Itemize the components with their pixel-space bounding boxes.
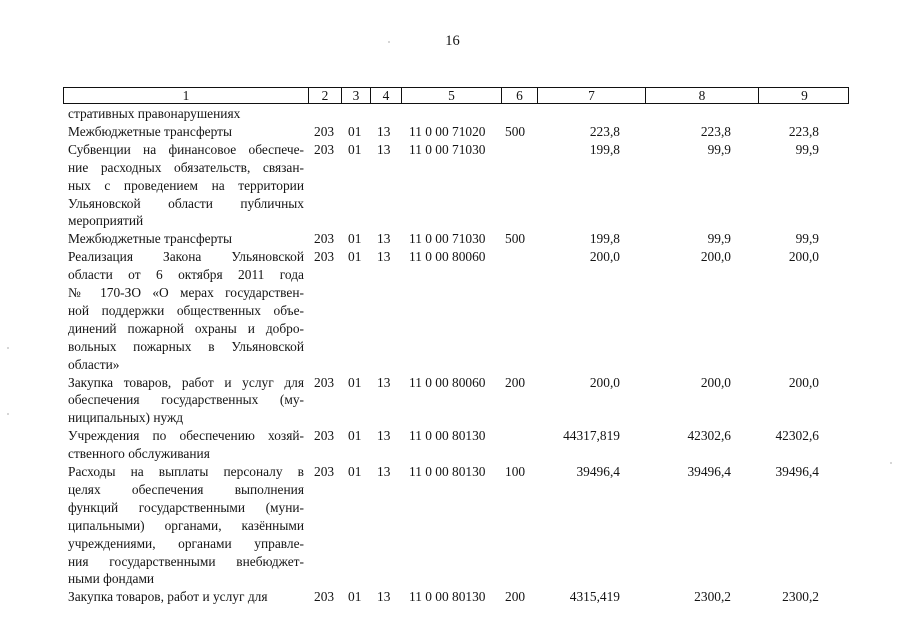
cell-col-4: 13 — [377, 428, 391, 444]
cell-col-8: 99,9 — [707, 141, 731, 157]
header-col-8: 8 — [645, 88, 758, 103]
description-line: области от 6 октября 2011 года — [68, 267, 304, 283]
scan-speck — [388, 41, 390, 43]
cell-col-4: 13 — [377, 231, 391, 247]
cell-col-9: 200,0 — [788, 374, 819, 390]
cell-col-9: 99,9 — [795, 231, 819, 247]
description-line: Закупка товаров, работ и услуг для — [68, 374, 304, 390]
header-col-2: 2 — [308, 88, 341, 103]
cell-col-2: 203 — [314, 249, 335, 265]
row-description — [68, 230, 304, 248]
cell-col-5: 11 0 00 71020 — [409, 123, 486, 139]
description-line: Учреждения по обеспечению хозяй- — [68, 428, 304, 444]
description-line: Межбюджетные трансферты — [68, 231, 232, 247]
cell-col-4: 13 — [377, 141, 391, 157]
cell-col-5: 11 0 00 71030 — [409, 231, 486, 247]
cell-col-5: 11 0 00 80060 — [409, 374, 486, 390]
header-col-7: 7 — [537, 88, 645, 103]
cell-col-3: 01 — [348, 428, 362, 444]
cell-col-2: 203 — [314, 464, 335, 479]
cell-col-2: 203 — [314, 589, 335, 605]
header-col-1: 1 — [182, 88, 190, 103]
header-col-3: 3 — [341, 88, 370, 103]
cell-col-7: 4315,419 — [569, 589, 620, 605]
row-description — [68, 427, 304, 463]
description-line: обеспечения государственных (му- — [68, 392, 304, 408]
description-line: функций государственными (муни- — [68, 499, 304, 515]
cell-col-7: 223,8 — [589, 123, 620, 139]
cell-col-2: 203 — [314, 141, 335, 157]
header-col-9: 9 — [758, 88, 850, 103]
cell-col-3: 01 — [348, 231, 362, 247]
cell-col-7: 199,8 — [589, 141, 620, 157]
cell-col-7: 199,8 — [589, 231, 620, 247]
scan-speck — [7, 347, 9, 349]
cell-col-8: 200,0 — [700, 374, 731, 390]
description-line: учреждениями, органами управле- — [68, 535, 304, 551]
row-description — [68, 463, 304, 588]
description-line: Межбюджетные трансферты — [68, 123, 232, 139]
cell-col-4: 13 — [377, 464, 391, 479]
cell-col-3: 01 — [348, 141, 362, 157]
cell-col-2: 203 — [314, 123, 335, 139]
description-line: ния государственными внебюджет- — [68, 553, 304, 569]
cell-col-3: 01 — [348, 589, 362, 605]
description-line: мероприятий — [68, 213, 144, 229]
cell-col-9: 200,0 — [788, 249, 819, 265]
cell-col-4: 13 — [377, 249, 391, 265]
cell-col-9: 42302,6 — [775, 428, 819, 444]
description-line: ние расходных обязательств, связан- — [68, 159, 304, 175]
cell-col-6: 200 — [505, 589, 526, 605]
cell-col-3: 01 — [348, 374, 362, 390]
description-line: Ульяновской области публичных — [68, 195, 304, 211]
cell-col-6: 200 — [505, 374, 526, 390]
description-line: ниципальных) нужд — [68, 410, 184, 426]
row-description — [68, 105, 304, 123]
description-line: Расходы на выплаты персоналу в — [68, 464, 304, 479]
cell-col-8: 39496,4 — [687, 464, 731, 479]
cell-col-7: 200,0 — [589, 374, 620, 390]
table-header-row — [63, 87, 849, 104]
cell-col-6: 500 — [505, 123, 526, 139]
row-description — [68, 374, 304, 428]
cell-col-2: 203 — [314, 231, 335, 247]
description-line: стративных правонарушениях — [68, 106, 241, 121]
cell-col-3: 01 — [348, 249, 362, 265]
scan-speck — [7, 413, 9, 415]
header-col-4: 4 — [370, 88, 401, 103]
row-description — [68, 248, 304, 373]
description-line: ципальными) органами, казёнными — [68, 517, 304, 533]
cell-col-5: 11 0 00 80060 — [409, 249, 486, 265]
cell-col-5: 11 0 00 80130 — [409, 428, 486, 444]
description-line: области» — [68, 356, 120, 372]
scan-speck — [890, 462, 892, 464]
cell-col-2: 203 — [314, 428, 335, 444]
description-line: Субвенции на финансовое обеспече- — [68, 141, 304, 157]
cell-col-8: 42302,6 — [687, 428, 731, 444]
cell-col-3: 01 — [348, 123, 362, 139]
description-line: Реализация Закона Ульяновской — [68, 249, 304, 265]
cell-col-4: 13 — [377, 589, 391, 605]
cell-col-2: 203 — [314, 374, 335, 390]
header-col-5: 5 — [401, 88, 501, 103]
description-line: ной поддержки общественных объе- — [68, 302, 304, 318]
cell-col-6: 500 — [505, 231, 526, 247]
row-description — [68, 588, 304, 606]
cell-col-4: 13 — [377, 123, 391, 139]
cell-col-7: 200,0 — [589, 249, 620, 265]
description-line: Закупка товаров, работ и услуг для — [68, 589, 268, 605]
description-line: ственного обслуживания — [68, 446, 210, 462]
cell-col-8: 200,0 — [700, 249, 731, 265]
description-line: вольных пожарных в Ульяновской — [68, 338, 304, 354]
cell-col-9: 99,9 — [795, 141, 819, 157]
cell-col-7: 39496,4 — [576, 464, 620, 479]
header-col-6: 6 — [501, 88, 537, 103]
description-line: динений пожарной охраны и добро- — [68, 320, 304, 336]
cell-col-9: 2300,2 — [782, 589, 819, 605]
cell-col-9: 39496,4 — [775, 464, 819, 479]
cell-col-5: 11 0 00 71030 — [409, 141, 486, 157]
description-line: № 170-ЗО «О мерах государствен- — [68, 285, 304, 300]
page-number: 16 — [445, 33, 460, 49]
row-description — [68, 123, 304, 141]
description-line: ными фондами — [68, 571, 155, 587]
cell-col-8: 223,8 — [700, 123, 731, 139]
cell-col-5: 11 0 00 80130 — [409, 589, 486, 605]
cell-col-6: 100 — [505, 464, 526, 479]
cell-col-4: 13 — [377, 374, 391, 390]
cell-col-9: 223,8 — [788, 123, 819, 139]
cell-col-8: 99,9 — [707, 231, 731, 247]
description-line: целях обеспечения выполнения — [68, 481, 304, 497]
cell-col-5: 11 0 00 80130 — [409, 464, 486, 479]
cell-col-8: 2300,2 — [694, 589, 731, 605]
row-description — [68, 141, 304, 231]
cell-col-7: 44317,819 — [563, 428, 620, 444]
description-line: ных с проведением на территории — [68, 177, 304, 193]
cell-col-3: 01 — [348, 464, 362, 479]
